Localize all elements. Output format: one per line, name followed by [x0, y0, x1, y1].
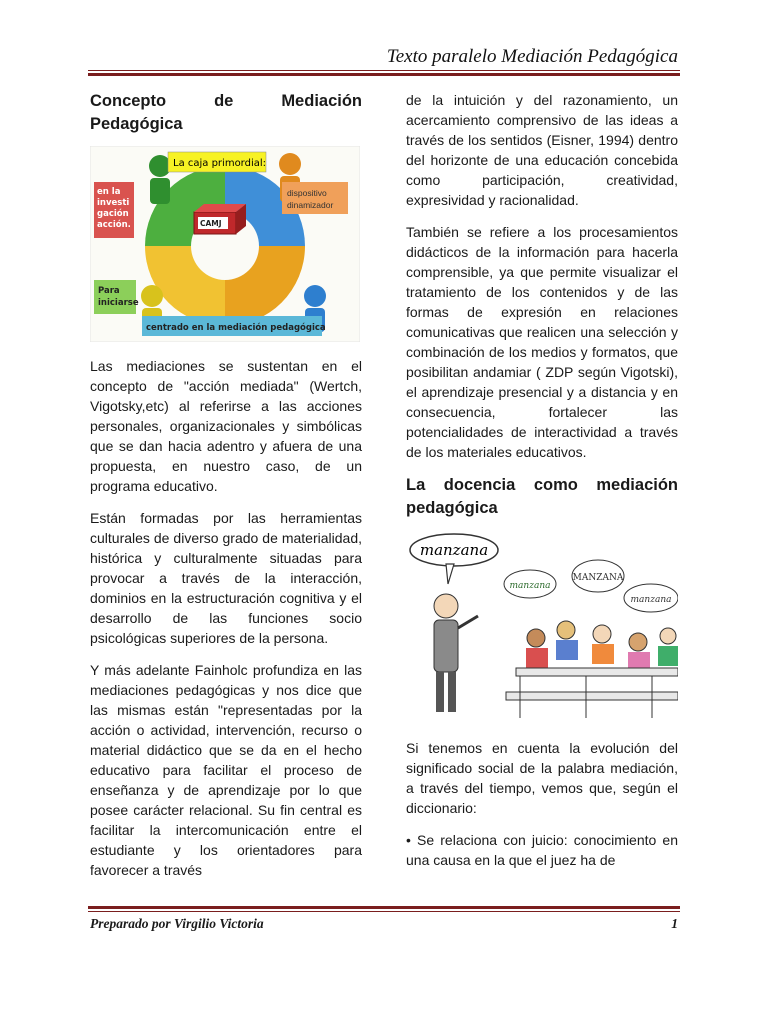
footer-rule-thin	[88, 911, 680, 912]
page-number: 1	[671, 916, 678, 931]
paragraph-evolucion: Si tenemos en cuenta la evolución del significado social de la palabra mediación, a través del tiempo, vemos que, según el diccionario:	[406, 740, 678, 816]
label-right-1: dispositivo	[287, 188, 327, 198]
paragraph-fainholc: Y más adelante Fainholc profundiza en las mediaciones pedagógicas y nos dice que las mismas están "representadas por la acción o actividad, intervención, recurso o material didáctico que se da en el hecho educativo para facilitar el proceso de enseñanza y de aprendizaje por lo que posee carácter relacional. Su fin central es facilitar la intercomunicación entre el estudiante y los orientadores para favorecer a través	[90, 662, 362, 878]
paragraph-intuicion: de la intuición y del razonamiento, un acercamiento comprensivo de las ideas a través de los sentidos (Eisner, 1994) dentro del horizonte de una educación concebida como participación, creatividad, expresividad y racionalidad.	[406, 92, 678, 208]
section-heading-docencia: La docencia como mediación pedagógica	[406, 476, 678, 517]
classroom-cartoon-figure	[406, 530, 678, 726]
puzzle-diagram-figure	[90, 146, 360, 342]
footer-rule-thick	[88, 906, 680, 909]
header-rule-thick	[88, 73, 680, 76]
label-bottom-left-2: iniciarse	[98, 298, 139, 308]
bubble-teacher: manzana	[419, 541, 489, 559]
paragraph-mediaciones: Las mediaciones se sustentan en el concepto de "acción mediada" (Wertch, Vigotsky,etc) al referirse a las acciones personales, organizacionales y simbólicas que se dan hacia adentro y afuera de una propuesta, en nuestro caso, de un programa educativo.	[90, 358, 362, 494]
label-left-2: investi	[97, 198, 130, 208]
bubble-student-1: manzana	[509, 581, 551, 591]
footer-author: Preparado por Virgilio Victoria	[90, 916, 264, 931]
label-left-1: en la	[97, 187, 121, 197]
classroom-illustration	[406, 530, 678, 726]
left-column	[90, 90, 362, 892]
right-column	[406, 90, 678, 882]
bubble-student-3: manzana	[630, 595, 672, 605]
label-bottom-left-1: Para	[98, 286, 120, 296]
label-right-2: dinamizador	[287, 200, 334, 210]
bubble-student-2: MANZANA	[572, 573, 624, 583]
puzzle-illustration	[90, 146, 360, 342]
label-left-4: acción.	[97, 220, 131, 230]
label-center: CAMJ	[200, 219, 222, 228]
label-bottom: centrado en la mediación pedagógica	[146, 323, 326, 333]
paragraph-juicio: • Se relaciona con juicio: conocimiento en una causa en la que el juez ha de	[406, 832, 678, 868]
section-heading-concepto: Concepto de Mediación Pedagógica	[90, 92, 362, 133]
label-left-3: gación	[97, 209, 129, 219]
header-rule-thin	[88, 70, 680, 71]
paragraph-herramientas: Están formadas por las herramientas culturales de diverso grado de materialidad, histórica y culturalmente situadas para provocar a través de la interacción, dominios en la estructuración cognitiva y el desarrollo de las funciones socio psicológicas superiores de la persona.	[90, 510, 362, 646]
paragraph-procesamientos: También se refiere a los procesamientos didácticos de la información para hacerla comprensible, ya que permite visualizar el tratamiento de los contenidos y de las formas de expresión en relaciones comunicativas que realicen una selección y combinación de los medios y formatos, que posibilitan andamiar ( ZDP según Vigotski), el aprendizaje presencial y a distancia y en consecuencia, fortalecer las potencialidades de interactividad a través de los materiales educativos.	[406, 224, 678, 460]
running-header-title: Texto paralelo Mediación Pedagógica	[386, 46, 678, 67]
label-caja: La caja primordial:	[173, 158, 267, 169]
